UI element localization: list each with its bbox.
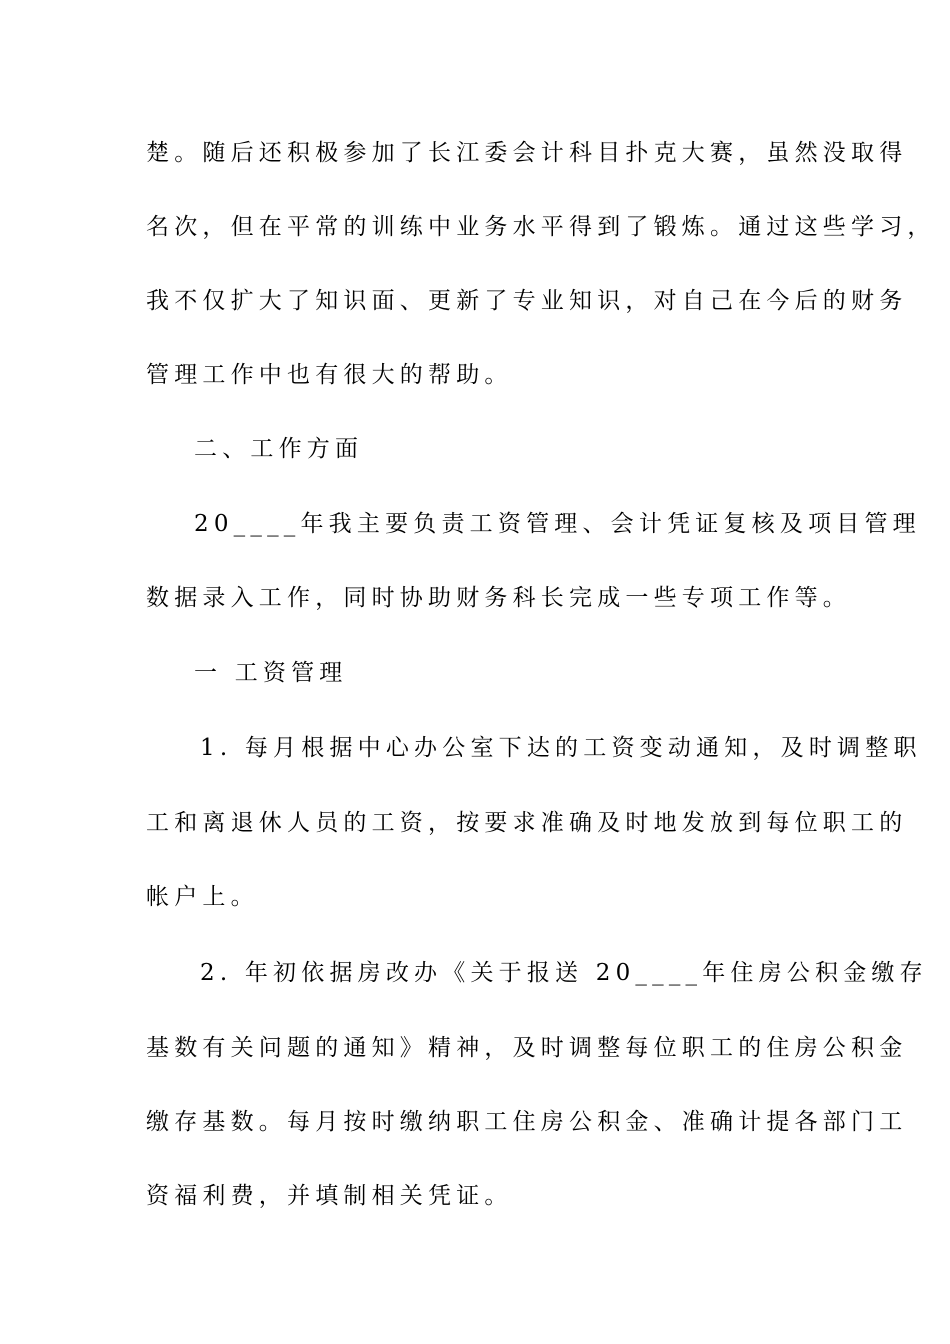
list-item-line: 基数有关问题的通知》精神，及时调整每位职工的住房公积金 (146, 1035, 908, 1061)
list-item-line: 缴存基数。每月按时缴纳职工住房公积金、准确计提各部门工 (146, 1109, 908, 1135)
paragraph-line: 管理工作中也有很大的帮助。 (146, 362, 513, 388)
paragraph-line: 名次，但在平常的训练中业务水平得到了锻炼。通过这些学习， (146, 214, 936, 240)
paragraph-line: 我不仅扩大了知识面、更新了专业知识，对自己在今后的财务 (146, 288, 908, 314)
list-item-line: 资福利费，并填制相关凭证。 (146, 1183, 513, 1209)
paragraph-line: 20____年我主要负责工资管理、会计凭证复核及项目管理 (194, 511, 921, 537)
list-item-line: 1. 每月根据中心办公室下达的工资变动通知，及时调整职 (200, 735, 922, 761)
subsection-heading: 一 工资管理 (194, 660, 348, 686)
section-heading: 二、工作方面 (194, 436, 364, 462)
list-item-line: 帐户上。 (146, 884, 259, 910)
paragraph-line: 数据录入工作，同时协助财务科长完成一些专项工作等。 (146, 585, 851, 611)
paragraph-line: 楚。随后还积极参加了长江委会计科目扑克大赛，虽然没取得 (146, 140, 908, 166)
list-item-line: 2. 年初依据房改办《关于报送 20____年住房公积金缴存 (200, 960, 928, 986)
list-item-line: 工和离退休人员的工资，按要求准确及时地发放到每位职工的 (146, 810, 908, 836)
